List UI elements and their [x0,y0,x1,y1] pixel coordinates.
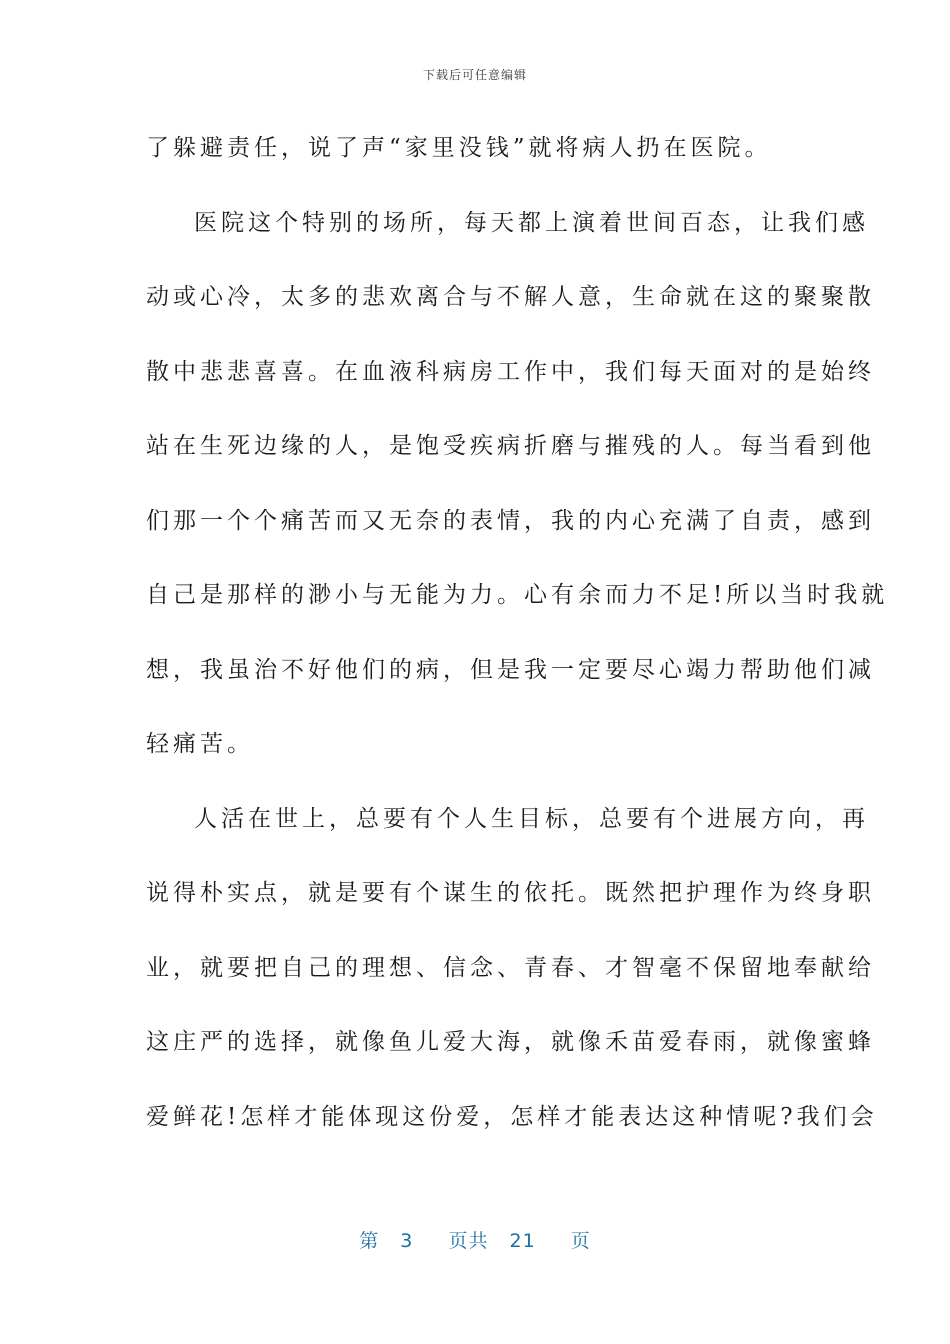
text-line: 轻痛苦。 [146,731,254,757]
text-line: 业，就要把自己的理想、信念、青春、才智毫不保留地奉献给 [146,954,875,981]
page-prefix: 第 [359,1230,380,1252]
document-body [146,130,889,1173]
text-line: 这庄严的选择，就像鱼儿爱大海，就像禾苗爱春雨，就像蜜蜂 [146,1029,875,1055]
text-line: 自己是那样的渺小与无能为力。心有余而力不足!所以当时我就 [146,582,889,608]
text-line: 了躲避责任，说了声“家里没钱”就将病人扔在医院。 [146,135,772,161]
page-suffix: 页 [570,1230,591,1252]
text-line: 想，我虽治不好他们的病，但是我一定要尽心竭力帮助他们减 [146,656,875,683]
text-line: 们那一个个痛苦而又无奈的表情，我的内心充满了自责，感到 [146,507,875,534]
page-current: 3 [400,1230,414,1252]
text-line: 爱鲜花!怎样才能体现这份爱，怎样才能表达这种情呢?我们会 [146,1103,878,1130]
text-line: 动或心冷，太多的悲欢离合与不解人意，生命就在这的聚聚散 [146,284,875,310]
page-mid: 页共 [448,1230,489,1252]
page-number-footer [0,1226,950,1253]
text-line: 散中悲悲喜喜。在血液科病房工作中，我们每天面对的是始终 [146,358,875,385]
paragraph-start-line: 医院这个特别的场所，每天都上演着世间百态，让我们感 [194,209,869,236]
page-total: 21 [509,1230,536,1252]
page-header: 下载后可任意编辑 [422,68,527,82]
text-line: 说得朴实点，就是要有个谋生的依托。既然把护理作为终身职 [146,880,875,906]
text-line: 站在生死边缘的人，是饱受疾病折磨与摧残的人。每当看到他 [146,433,875,459]
paragraph-start-line: 人活在世上，总要有个人生目标，总要有个进展方向，再 [194,805,869,832]
